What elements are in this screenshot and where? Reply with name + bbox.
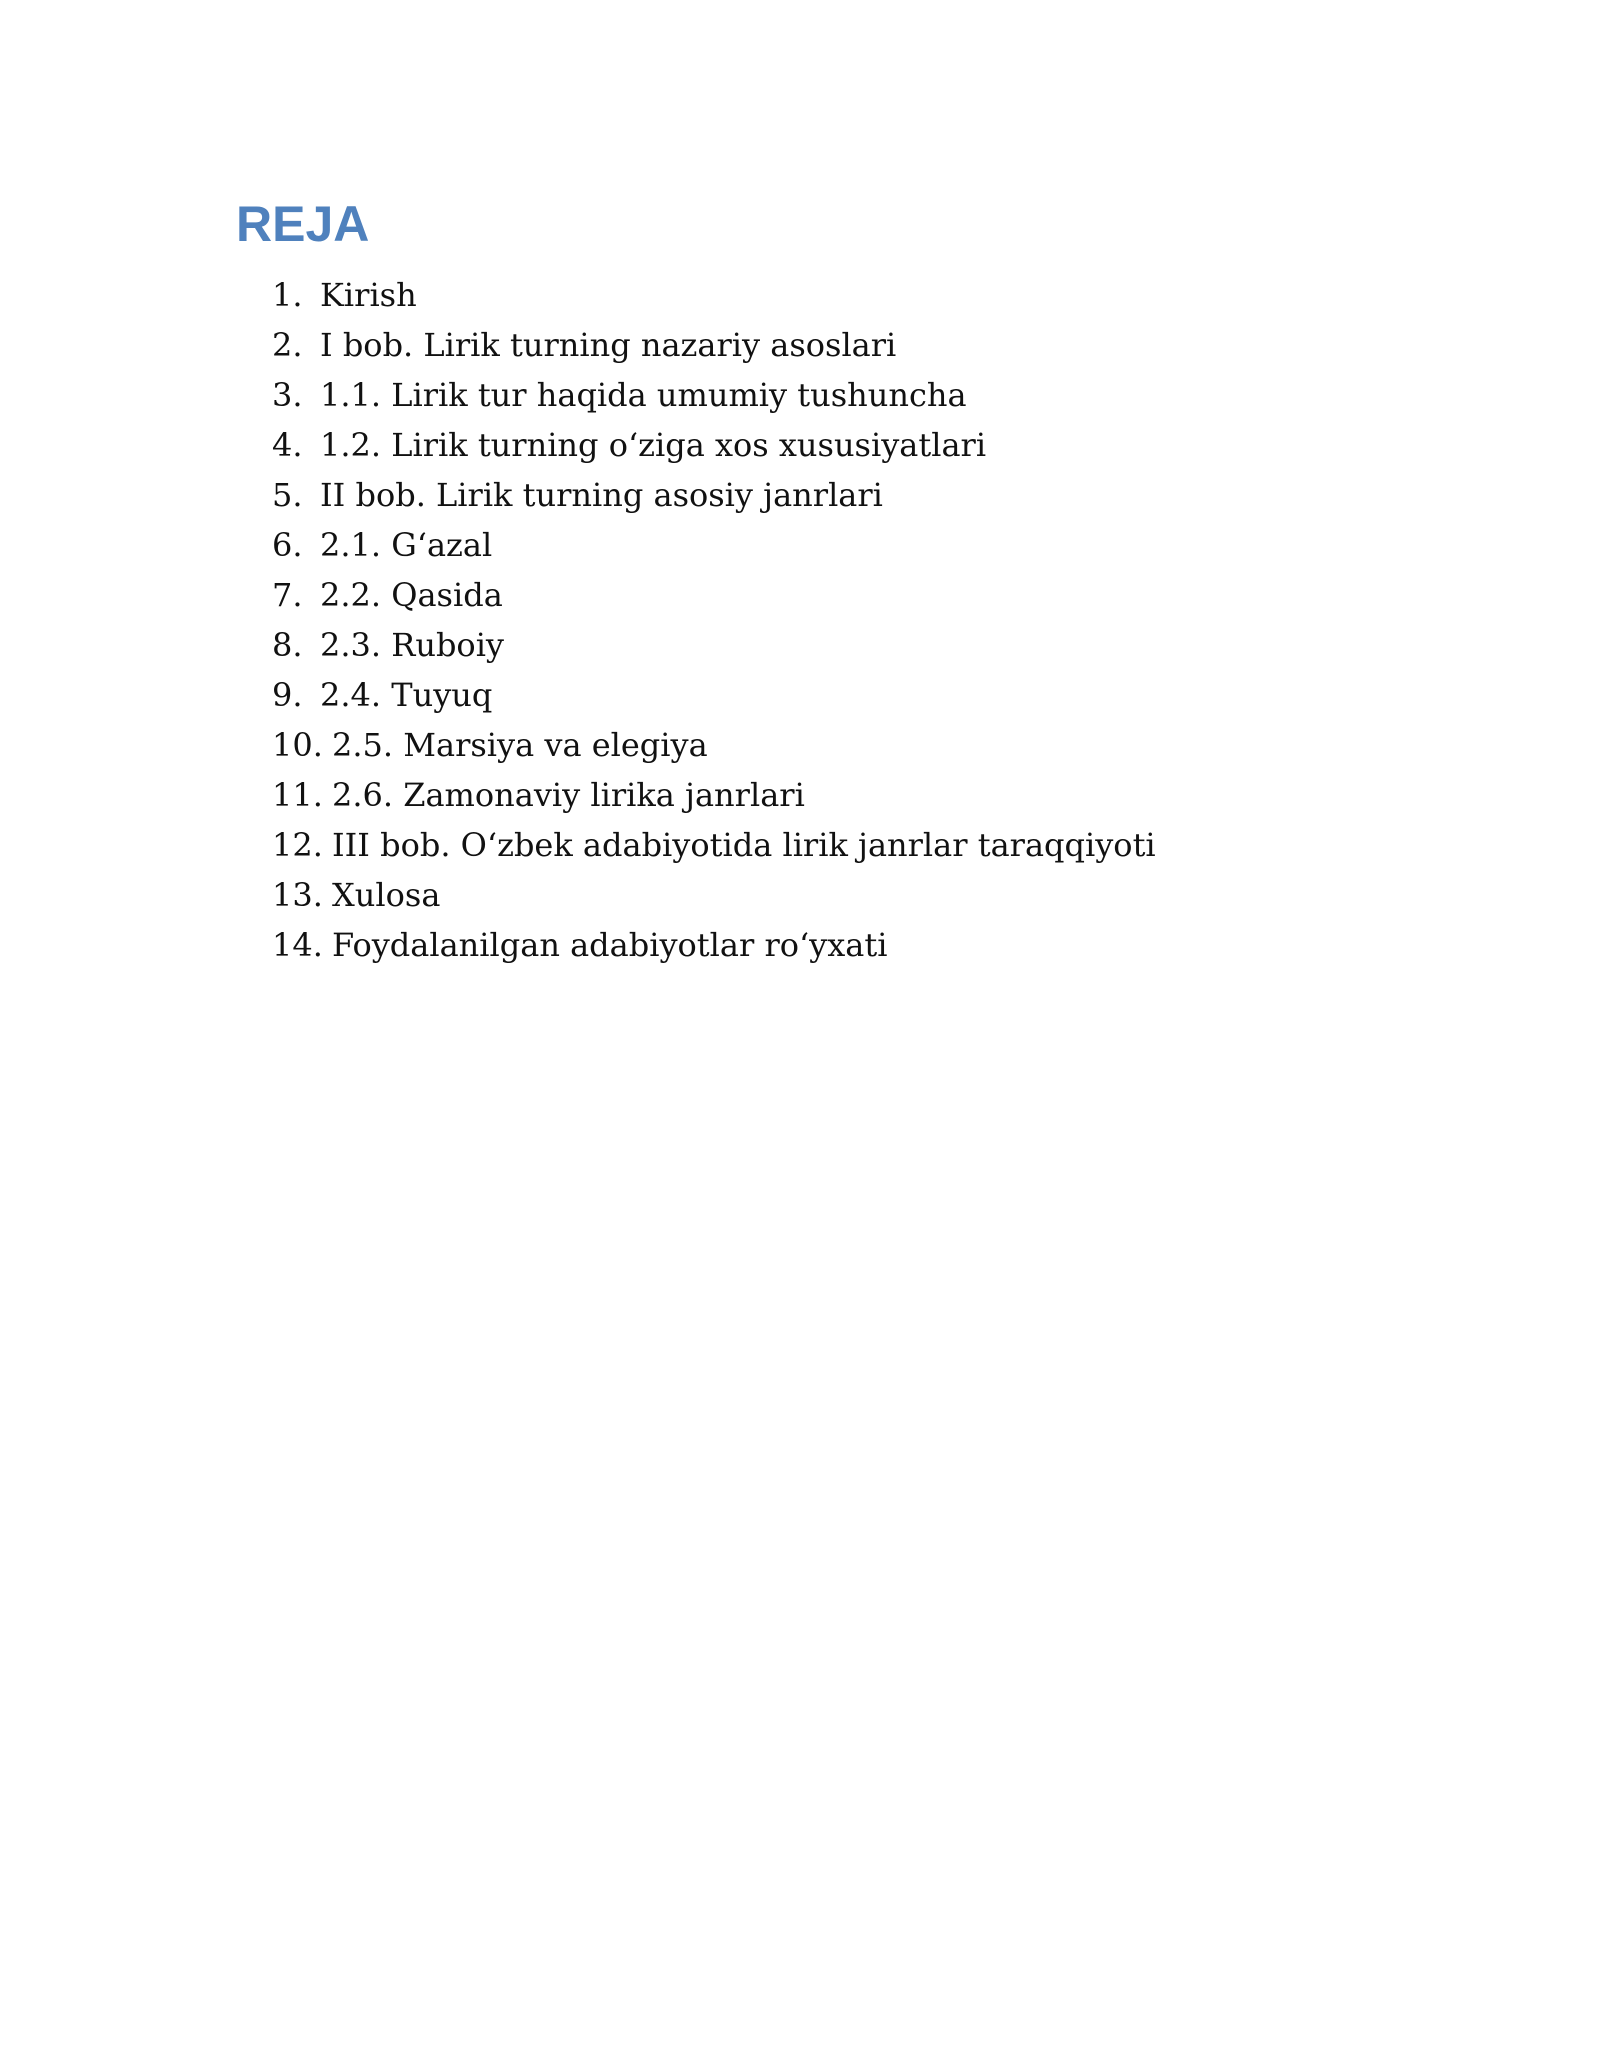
list-item [272, 520, 1156, 570]
list-item [272, 370, 1156, 420]
item-number: 9. [272, 676, 303, 714]
item-number: 13. [272, 876, 323, 914]
item-text: Xulosa [332, 876, 441, 914]
page-heading: REJA [236, 196, 370, 252]
list-item [272, 870, 1156, 920]
list-item [272, 320, 1156, 370]
item-number: 12. [272, 826, 323, 864]
list-item [272, 270, 1156, 320]
list-item [272, 470, 1156, 520]
list-item [272, 920, 1156, 970]
plan-list [272, 270, 1156, 970]
list-item [272, 570, 1156, 620]
item-text: Foydalanilgan adabiyotlar ro‘yxati [332, 926, 888, 964]
item-text: 1.2. Lirik turning o‘ziga xos xususiyatlari [320, 426, 987, 464]
item-text: 2.6. Zamonaviy lirika janrlari [332, 776, 805, 814]
list-item [272, 820, 1156, 870]
item-number: 14. [272, 926, 323, 964]
list-item [272, 420, 1156, 470]
item-number: 6. [272, 526, 303, 564]
item-number: 2. [272, 326, 303, 364]
item-text: 2.2. Qasida [320, 576, 503, 614]
item-text: I bob. Lirik turning nazariy asoslari [320, 326, 897, 364]
list-item [272, 670, 1156, 720]
item-text: 2.4. Tuyuq [320, 676, 493, 714]
item-number: 1. [272, 276, 303, 314]
item-number: 4. [272, 426, 303, 464]
item-number: 7. [272, 576, 303, 614]
item-number: 8. [272, 626, 303, 664]
item-text: 2.1. G‘azal [320, 526, 493, 564]
item-number: 3. [272, 376, 303, 414]
item-text: Kirish [320, 276, 417, 314]
list-item [272, 720, 1156, 770]
list-item [272, 770, 1156, 820]
item-text: 2.3. Ruboiy [320, 626, 504, 664]
item-text: II bob. Lirik turning asosiy janrlari [320, 476, 883, 514]
list-item [272, 620, 1156, 670]
item-number: 11. [272, 776, 323, 814]
item-number: 10. [272, 726, 323, 764]
item-text: III bob. O‘zbek adabiyotida lirik janrlar taraqqiyoti [332, 826, 1156, 864]
item-text: 2.5. Marsiya va elegiya [332, 726, 708, 764]
item-number: 5. [272, 476, 303, 514]
item-text: 1.1. Lirik tur haqida umumiy tushuncha [320, 376, 967, 414]
